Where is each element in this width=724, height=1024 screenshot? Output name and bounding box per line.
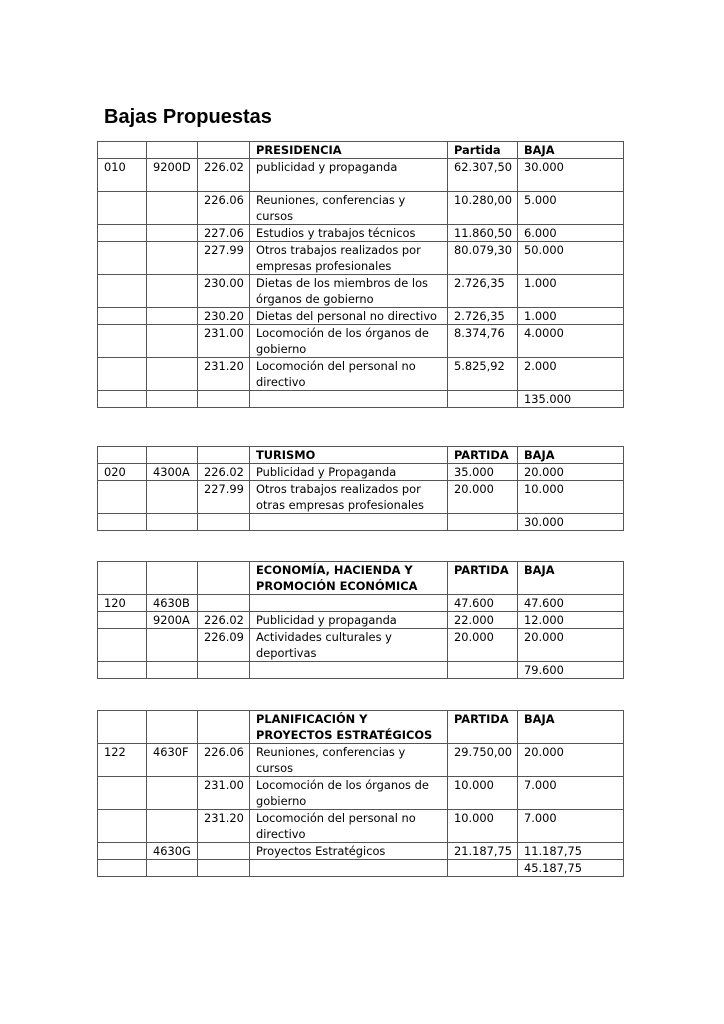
- header-cell-empty: [147, 711, 198, 744]
- table-row: [98, 464, 624, 481]
- table-row: [98, 810, 624, 843]
- total-baja: 135.000: [518, 391, 624, 408]
- table-row: [98, 325, 624, 358]
- header-cell-empty: [147, 142, 198, 159]
- economic-code: 226.06: [198, 744, 250, 777]
- program-code: [147, 308, 198, 325]
- total-baja: 79.600: [518, 662, 624, 679]
- table-economia: [97, 561, 624, 679]
- table-planificacion: [97, 710, 624, 877]
- economic-code: 231.00: [198, 325, 250, 358]
- description: Estudios y trabajos técnicos: [250, 225, 448, 242]
- description: Actividades culturales y deportivas: [250, 629, 448, 662]
- partida-amount: 5.825,92: [448, 358, 518, 391]
- partida-amount: 11.860,50: [448, 225, 518, 242]
- total-baja: 30.000: [518, 514, 624, 531]
- economic-code: 227.99: [198, 242, 250, 275]
- org-code: [98, 225, 147, 242]
- program-code: [147, 777, 198, 810]
- economic-code: 226.02: [198, 612, 250, 629]
- empty-cell: [98, 860, 147, 877]
- baja-amount: 50.000: [518, 242, 624, 275]
- description: [250, 595, 448, 612]
- partida-amount: 10.000: [448, 810, 518, 843]
- description: Dietas de los miembros de los órganos de gobierno: [250, 275, 448, 308]
- column-header-baja: BAJA: [518, 711, 624, 744]
- header-cell-empty: [147, 447, 198, 464]
- economic-code: 230.00: [198, 275, 250, 308]
- header-cell-empty: [198, 447, 250, 464]
- partida-amount: 8.374,76: [448, 325, 518, 358]
- baja-amount: 47.600: [518, 595, 624, 612]
- empty-cell: [98, 514, 147, 531]
- empty-cell: [147, 391, 198, 408]
- partida-amount: 22.000: [448, 612, 518, 629]
- empty-cell: [198, 391, 250, 408]
- partida-amount: 2.726,35: [448, 275, 518, 308]
- baja-amount: 4.0000: [518, 325, 624, 358]
- table-turismo: [97, 446, 624, 531]
- table-row: [98, 843, 624, 860]
- org-code: 122: [98, 744, 147, 777]
- org-code: [98, 192, 147, 225]
- empty-cell: [147, 514, 198, 531]
- partida-amount: 20.000: [448, 481, 518, 514]
- baja-amount: 20.000: [518, 464, 624, 481]
- header-cell-empty: [198, 711, 250, 744]
- column-header-partida: PARTIDA: [448, 447, 518, 464]
- description: Locomoción de los órganos de gobierno: [250, 325, 448, 358]
- program-code: [147, 481, 198, 514]
- table-row: [98, 744, 624, 777]
- economic-code: 226.02: [198, 159, 250, 192]
- table-row: [98, 308, 624, 325]
- program-code: [147, 242, 198, 275]
- baja-amount: 12.000: [518, 612, 624, 629]
- description: Otros trabajos realizados por otras empresas profesionales: [250, 481, 448, 514]
- org-code: [98, 275, 147, 308]
- table-row: [98, 612, 624, 629]
- baja-amount: 2.000: [518, 358, 624, 391]
- partida-amount: 62.307,50: [448, 159, 518, 192]
- baja-amount: 6.000: [518, 225, 624, 242]
- economic-code: 226.02: [198, 464, 250, 481]
- economic-code: 231.20: [198, 358, 250, 391]
- program-code: 4630B: [147, 595, 198, 612]
- total-baja: 45.187,75: [518, 860, 624, 877]
- header-cell-empty: [98, 142, 147, 159]
- program-code: [147, 358, 198, 391]
- empty-cell: [147, 860, 198, 877]
- baja-amount: 7.000: [518, 777, 624, 810]
- partida-amount: 21.187,75: [448, 843, 518, 860]
- column-header-baja: BAJA: [518, 562, 624, 595]
- org-code: [98, 325, 147, 358]
- economic-code: 226.06: [198, 192, 250, 225]
- table-row: [98, 192, 624, 225]
- org-code: 020: [98, 464, 147, 481]
- description: Reuniones, conferencias y cursos: [250, 192, 448, 225]
- empty-cell: [250, 860, 448, 877]
- baja-amount: 20.000: [518, 744, 624, 777]
- header-cell-empty: [98, 447, 147, 464]
- column-header-partida: PARTIDA: [448, 711, 518, 744]
- economic-code: [198, 843, 250, 860]
- baja-amount: 7.000: [518, 810, 624, 843]
- column-header-baja: BAJA: [518, 142, 624, 159]
- description: Publicidad y propaganda: [250, 612, 448, 629]
- org-code: 120: [98, 595, 147, 612]
- column-header-baja: BAJA: [518, 447, 624, 464]
- economic-code: 227.06: [198, 225, 250, 242]
- org-code: [98, 843, 147, 860]
- program-code: [147, 810, 198, 843]
- program-code: 9200A: [147, 612, 198, 629]
- description: Dietas del personal no directivo: [250, 308, 448, 325]
- empty-cell: [448, 391, 518, 408]
- table-header-row: [98, 562, 624, 595]
- total-row: [98, 514, 624, 531]
- economic-code: 231.00: [198, 777, 250, 810]
- baja-amount: 20.000: [518, 629, 624, 662]
- empty-cell: [198, 514, 250, 531]
- org-code: [98, 629, 147, 662]
- program-code: 4630F: [147, 744, 198, 777]
- table-presidencia: [97, 141, 624, 408]
- table-header-row: [98, 447, 624, 464]
- header-cell-empty: [198, 562, 250, 595]
- empty-cell: [448, 662, 518, 679]
- org-code: [98, 777, 147, 810]
- column-header-partida: Partida: [448, 142, 518, 159]
- section-title: PLANIFICACIÓN Y PROYECTOS ESTRATÉGICOS: [250, 711, 448, 744]
- table-row: [98, 159, 624, 192]
- baja-amount: 5.000: [518, 192, 624, 225]
- header-cell-empty: [98, 711, 147, 744]
- description: Locomoción del personal no directivo: [250, 810, 448, 843]
- org-code: [98, 481, 147, 514]
- baja-amount: 11.187,75: [518, 843, 624, 860]
- table-row: [98, 275, 624, 308]
- partida-amount: 35.000: [448, 464, 518, 481]
- table-row: [98, 595, 624, 612]
- description: Locomoción del personal no directivo: [250, 358, 448, 391]
- program-code: [147, 629, 198, 662]
- empty-cell: [198, 662, 250, 679]
- empty-cell: [448, 514, 518, 531]
- column-header-partida: PARTIDA: [448, 562, 518, 595]
- empty-cell: [250, 662, 448, 679]
- header-cell-empty: [98, 562, 147, 595]
- org-code: [98, 612, 147, 629]
- partida-amount: 20.000: [448, 629, 518, 662]
- economic-code: 227.99: [198, 481, 250, 514]
- economic-code: 231.20: [198, 810, 250, 843]
- economic-code: 226.09: [198, 629, 250, 662]
- section-title: PRESIDENCIA: [250, 142, 448, 159]
- table-row: [98, 225, 624, 242]
- header-cell-empty: [198, 142, 250, 159]
- empty-cell: [250, 391, 448, 408]
- empty-cell: [198, 860, 250, 877]
- org-code: 010: [98, 159, 147, 192]
- program-code: 9200D: [147, 159, 198, 192]
- description: Publicidad y Propaganda: [250, 464, 448, 481]
- page-title: Bajas Propuestas: [104, 106, 272, 128]
- table-row: [98, 629, 624, 662]
- partida-amount: 29.750,00: [448, 744, 518, 777]
- program-code: 4630G: [147, 843, 198, 860]
- org-code: [98, 358, 147, 391]
- table-row: [98, 777, 624, 810]
- table-row: [98, 242, 624, 275]
- baja-amount: 30.000: [518, 159, 624, 192]
- org-code: [98, 810, 147, 843]
- economic-code: 230.20: [198, 308, 250, 325]
- baja-amount: 1.000: [518, 275, 624, 308]
- header-cell-empty: [147, 562, 198, 595]
- org-code: [98, 308, 147, 325]
- section-title: ECONOMÍA, HACIENDA Y PROMOCIÓN ECONÓMICA: [250, 562, 448, 595]
- program-code: [147, 275, 198, 308]
- empty-cell: [98, 391, 147, 408]
- economic-code: [198, 595, 250, 612]
- description: Proyectos Estratégicos: [250, 843, 448, 860]
- table-row: [98, 481, 624, 514]
- program-code: [147, 325, 198, 358]
- empty-cell: [98, 662, 147, 679]
- partida-amount: 2.726,35: [448, 308, 518, 325]
- org-code: [98, 242, 147, 275]
- baja-amount: 10.000: [518, 481, 624, 514]
- table-row: [98, 358, 624, 391]
- total-row: [98, 860, 624, 877]
- empty-cell: [250, 514, 448, 531]
- description: Otros trabajos realizados por empresas profesionales: [250, 242, 448, 275]
- total-row: [98, 662, 624, 679]
- description: Reuniones, conferencias y cursos: [250, 744, 448, 777]
- partida-amount: 80.079,30: [448, 242, 518, 275]
- partida-amount: 47.600: [448, 595, 518, 612]
- program-code: [147, 225, 198, 242]
- table-header-row: [98, 711, 624, 744]
- program-code: 4300A: [147, 464, 198, 481]
- partida-amount: 10.280,00: [448, 192, 518, 225]
- baja-amount: 1.000: [518, 308, 624, 325]
- empty-cell: [147, 662, 198, 679]
- total-row: [98, 391, 624, 408]
- partida-amount: 10.000: [448, 777, 518, 810]
- section-title: TURISMO: [250, 447, 448, 464]
- empty-cell: [448, 860, 518, 877]
- program-code: [147, 192, 198, 225]
- description: publicidad y propaganda: [250, 159, 448, 192]
- description: Locomoción de los órganos de gobierno: [250, 777, 448, 810]
- table-header-row: [98, 142, 624, 159]
